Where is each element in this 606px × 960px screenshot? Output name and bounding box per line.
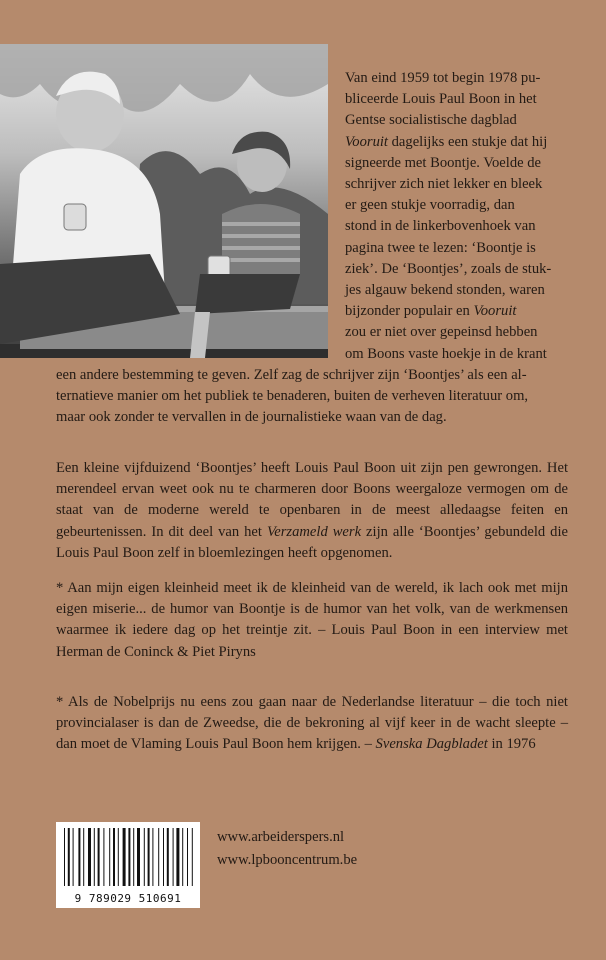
barcode-bar [109,828,110,886]
barcode-bar [133,828,134,886]
barcode-bar [167,828,169,886]
intro-line: ternatieve manier om het publiek te benaderen, buiten de verheven literatuur om, [56,388,529,405]
barcode-bar [152,828,153,886]
barcode-bar [163,828,164,886]
barcode-bar [118,828,119,886]
publisher-website-link[interactable]: www.arbeiderspers.nl [217,829,345,845]
intro-line: er geen stukje voorradig, dan [345,197,515,214]
intro-line: een andere bestemming te geven. Zelf zag de schrijver zijn ‘Boontjes’ als een al- [56,366,527,383]
intro-line: zou er niet over gepeinsd hebben [345,324,538,341]
barcode-bar [98,828,100,886]
barcode-bar [192,828,193,886]
barcode-bar [128,828,130,886]
barcode-bar [103,828,104,886]
barcode-bar [137,828,140,886]
book-series-title: Verzameld werk [266,523,362,540]
barcode-bar [158,828,159,886]
intro-line: signeerde met Boontje. Voelde de [345,154,542,171]
intro-line: bijzonder populair en Vooruit [345,303,517,320]
barcode-bar [187,828,188,886]
intro-line: Van eind 1959 tot begin 1978 pu- [345,70,541,86]
barcode-bar [73,828,74,886]
barcode-bar [88,828,91,886]
description-paragraph: Een kleine vijfduizend ‘Boontjes’ heeft Louis Paul Boon uit zijn pen gewrongen. Het merendeel ervan weet ook nu te charmeren door Boons weergaloze vermogen om de staat van de moderne wereld te openbaren in de meest alledaagse feiten en gebeurtenissen. In dit deel van het Verzameld werk zijn alle ‘Boontjes’ gebundeld die Louis Paul Boon zelf in bloemlezingen heeft opgenomen. [56,460,568,561]
barcode-bar [144,828,145,886]
barcode-bar [176,828,179,886]
barcode-bar [148,828,150,886]
barcode-bar [113,828,115,886]
boon-quote: * Aan mijn eigen kleinheid meet ik de kleinheid van de wereld, ik lach ook met mijn eigen miserie... de humor van Boontje is de humor van het volk, van de werkmensen waarmee ik iedere dag op het treintje zit. – Louis Paul Boon in een interview met Herman de Coninck & Piet Piryns [56,580,568,660]
intro-line: Vooruit dagelijks een stukje dat hij [345,133,548,150]
intro-line: bliceerde Louis Paul Boon in het [345,91,537,108]
barcode-bar [68,828,70,886]
barcode-bars [56,822,200,892]
newspaper-name: Svenska Dagbladet [375,736,488,753]
press-quote: * Als de Nobelprijs nu eens zou gaan naar de Nederlandse literatuur – die toch niet provincialaser is dan de Zweedse, die de bekroning al vijf keer in de wacht sleepte – dan moet de Vlaming Louis Paul Boon hem krijgen. – Svenska Dagbladet in 1976 [56,694,568,753]
intro-line: pagina twee te lezen: ‘Boontje is [345,239,536,256]
intro-line: ziek’. De ‘Boontjes’, zoals de stuk- [345,260,552,277]
barcode-bar [123,828,126,886]
isbn-number: 9 789029 510691 [74,892,182,905]
barcode-bar [78,828,80,886]
intro-text [0,68,570,428]
booncentrum-website-link[interactable]: www.lpbooncentrum.be [217,852,358,868]
newspaper-title: Vooruit [473,303,517,320]
barcode-bar [173,828,174,886]
intro-line: Gentse socialistische dagblad [345,112,517,129]
intro-line: stond in de linkerbovenhoek van [345,218,536,235]
intro-line: maar ook zonder te vervallen in de journalistieke waan van de dag. [56,409,447,426]
website-links [217,826,357,872]
barcode-bar [94,828,95,886]
intro-line: jes algauw bekend stonden, waren [345,282,545,299]
newspaper-title: Vooruit [345,133,388,150]
barcode-bar [64,828,65,886]
barcode [56,822,200,908]
intro-line: om Boons vaste hoekje in de krant [345,345,547,362]
barcode-bar [182,828,183,886]
intro-line: schrijver zich niet lekker en bleek [345,176,543,193]
barcode-bar [83,828,84,886]
